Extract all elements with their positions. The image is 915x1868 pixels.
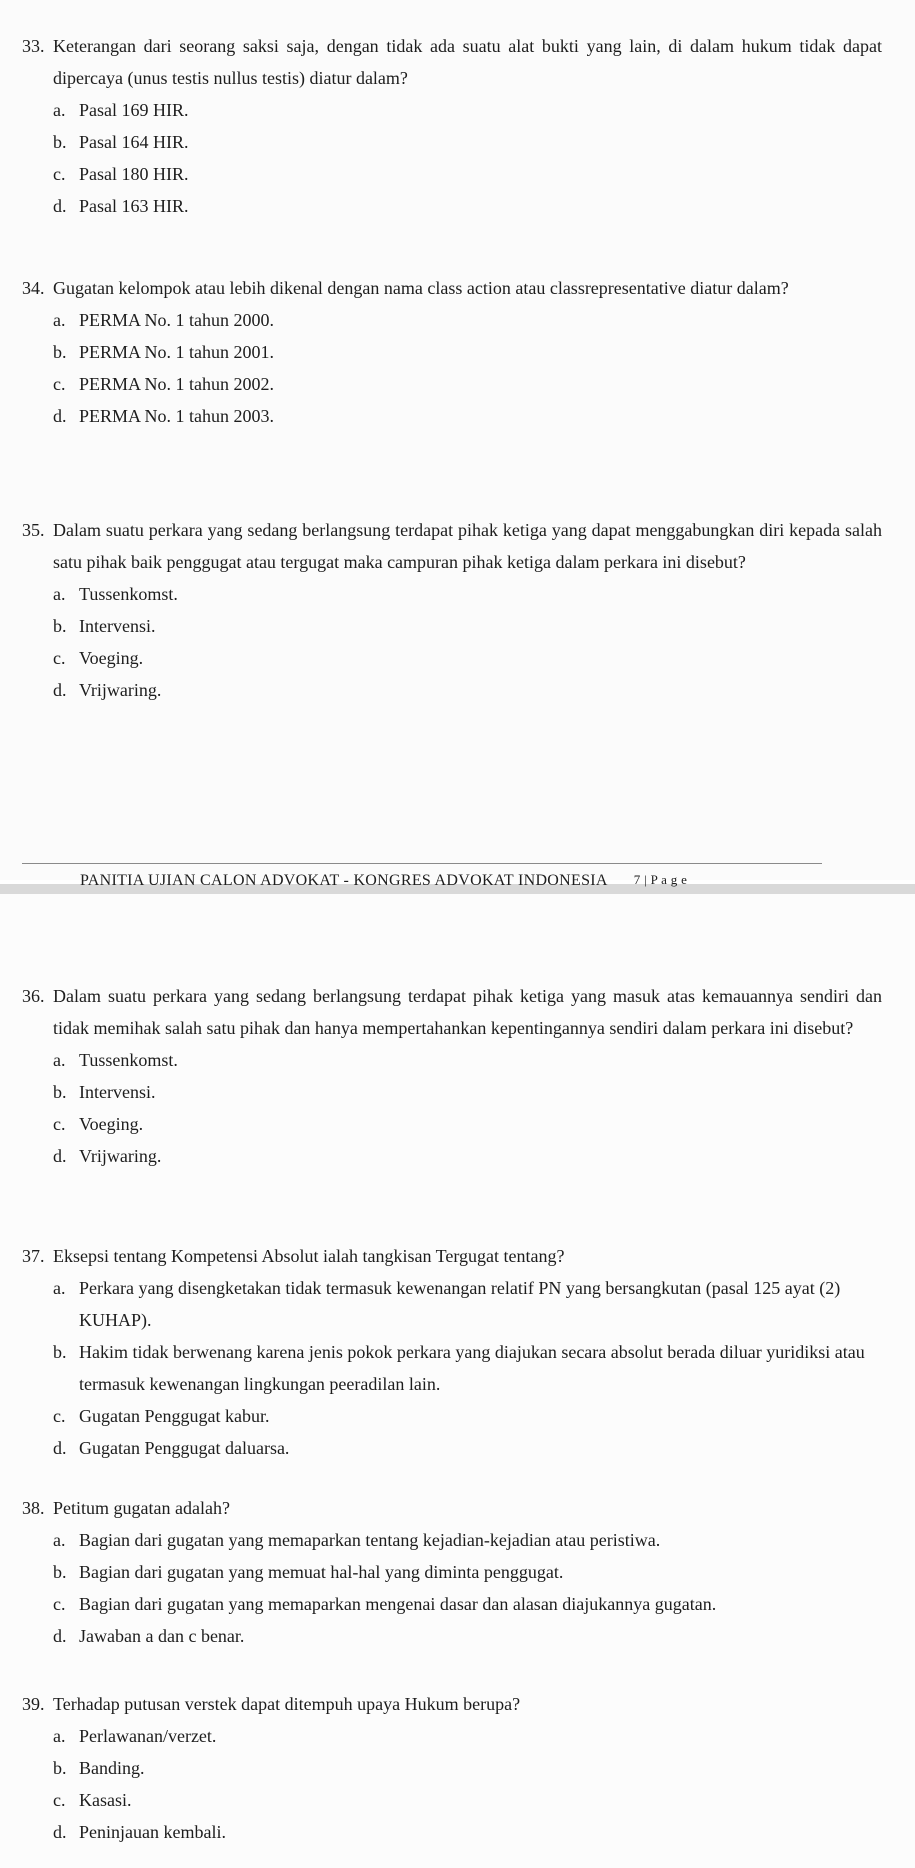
question-number: 37.: [22, 1246, 45, 1266]
question-38: [22, 1492, 882, 1652]
question-34: [22, 272, 882, 432]
option-b: b. Intervensi.: [53, 1082, 156, 1102]
question-text: Eksepsi tentang Kompetensi Absolut ialah tangkisan Tergugat tentang?: [53, 1246, 565, 1266]
question-number: 34.: [22, 278, 45, 298]
option-b: b. Intervensi.: [53, 616, 156, 636]
footer-page-number: 7 | P a g e: [633, 872, 688, 887]
option-c: c. Kasasi.: [53, 1790, 132, 1810]
option-b: b. Pasal 164 HIR.: [53, 132, 189, 152]
option-c: c. Voeging.: [53, 648, 144, 668]
option-d: d. Pasal 163 HIR.: [53, 196, 189, 216]
question-number: 39.: [22, 1694, 45, 1714]
question-36: [22, 980, 882, 1172]
option-c: c. Gugatan Penggugat kabur.: [53, 1406, 270, 1426]
question-text: Dalam suatu perkara yang sedang berlangsung terdapat pihak ketiga yang dapat menggabungkan diri kepada salah satu pihak baik penggugat atau tergugat maka campuran pihak ketiga dalam perkara ini disebut?: [53, 520, 882, 572]
option-a: a. PERMA No. 1 tahun 2000.: [53, 310, 275, 330]
question-33: [22, 30, 882, 222]
question-text: Keterangan dari seorang saksi saja, dengan tidak ada suatu alat bukti yang lain, di dalam hukum tidak dapat dipercaya (unus testis nullus testis) diatur dalam?: [53, 36, 882, 88]
option-c: c. Pasal 180 HIR.: [53, 164, 189, 184]
option-c: c. PERMA No. 1 tahun 2002.: [53, 374, 275, 394]
question-text: Petitum gugatan adalah?: [53, 1498, 230, 1518]
question-text: Dalam suatu perkara yang sedang berlangsung terdapat pihak ketiga yang masuk atas kemauannya sendiri dan tidak memihak salah satu pihak dan hanya mempertahankan kepentingannya sendiri dalam perkara ini disebut?: [53, 986, 882, 1038]
option-d: d. Peninjauan kembali.: [53, 1822, 226, 1842]
option-b: b. Banding.: [53, 1758, 145, 1778]
option-b: b. Hakim tidak berwenang karena jenis pokok perkara yang diajukan secara absolut berada diluar yuridiksi atau termasuk kewenangan lingkungan peeradilan lain.: [53, 1342, 865, 1394]
option-a: a. Bagian dari gugatan yang memaparkan tentang kejadian-kejadian atau peristiwa.: [53, 1530, 661, 1550]
option-c: c. Voeging.: [53, 1114, 144, 1134]
footer-organization: PANITIA UJIAN CALON ADVOKAT - KONGRES ADVOKAT INDONESIA: [80, 872, 608, 889]
option-a: a. Perkara yang disengketakan tidak termasuk kewenangan relatif PN yang bersangkutan (pasal 125 ayat (2) KUHAP).: [53, 1278, 841, 1330]
option-d: d. Jawaban a dan c benar.: [53, 1626, 245, 1646]
question-39: [22, 1688, 882, 1848]
option-d: d. Vrijwaring.: [53, 680, 162, 700]
option-d: d. Vrijwaring.: [53, 1146, 162, 1166]
option-a: a. Pasal 169 HIR.: [53, 100, 189, 120]
question-number: 35.: [22, 520, 45, 540]
option-d: d. PERMA No. 1 tahun 2003.: [53, 406, 275, 426]
question-text: Gugatan kelompok atau lebih dikenal dengan nama class action atau classrepresentative diatur dalam?: [53, 278, 789, 298]
option-a: a. Tussenkomst.: [53, 1050, 178, 1070]
question-number: 36.: [22, 986, 45, 1006]
option-b: b. PERMA No. 1 tahun 2001.: [53, 342, 275, 362]
question-text: Terhadap putusan verstek dapat ditempuh upaya Hukum berupa?: [53, 1694, 521, 1714]
option-d: d. Gugatan Penggugat daluarsa.: [53, 1438, 290, 1458]
option-c: c. Bagian dari gugatan yang memaparkan mengenai dasar dan alasan diajukannya gugatan.: [53, 1594, 717, 1614]
footer-divider: [22, 863, 822, 864]
page-footer: [80, 872, 687, 890]
question-37: [22, 1240, 882, 1464]
question-number: 38.: [22, 1498, 45, 1518]
option-a: a. Perlawanan/verzet.: [53, 1726, 217, 1746]
question-35: [22, 514, 882, 706]
option-b: b. Bagian dari gugatan yang memuat hal-hal yang diminta penggugat.: [53, 1562, 564, 1582]
option-a: a. Tussenkomst.: [53, 584, 178, 604]
question-number: 33.: [22, 36, 45, 56]
